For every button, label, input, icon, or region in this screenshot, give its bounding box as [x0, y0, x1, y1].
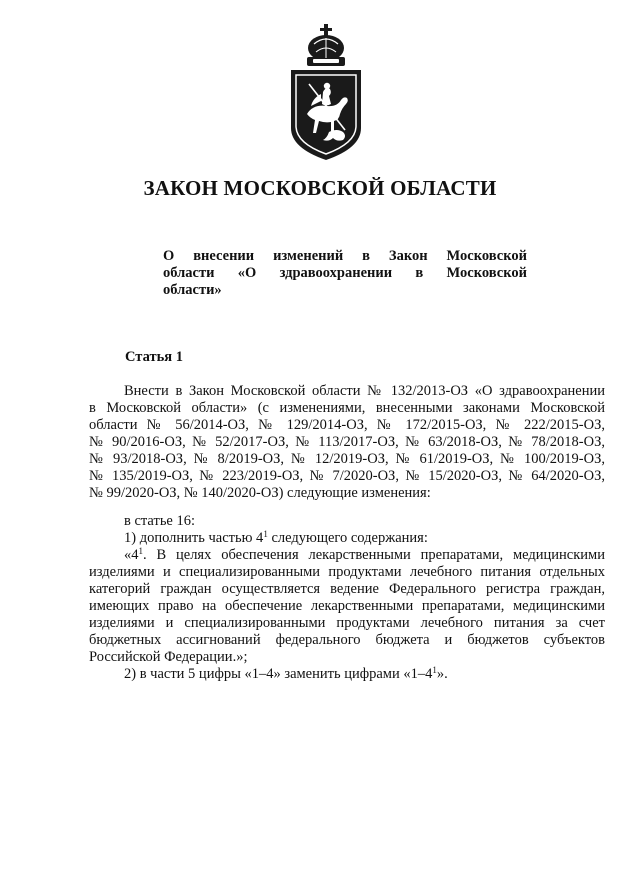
superscript: 1: [432, 665, 437, 675]
article-heading: Статья 1: [125, 349, 183, 365]
item-2: [89, 666, 605, 683]
item-2-text: 2) в части 5 цифры «1–4» заменить цифрами «1–4: [124, 666, 433, 682]
subject-line: области «О здравоохранении в Московской: [163, 265, 527, 281]
superscript: 1: [138, 546, 143, 556]
superscript: 1: [263, 529, 268, 539]
text-line: № 93/2018-ОЗ, № 8/2019-ОЗ, № 12/2019-ОЗ, № 61/2019-ОЗ, № 100/2019-ОЗ,: [89, 451, 605, 467]
text-line: № 135/2019-ОЗ, № 223/2019-ОЗ, № 7/2020-ОЗ, № 15/2020-ОЗ, № 64/2020-ОЗ,: [89, 468, 605, 484]
quote-line: бюджетных ассигнований федерального бюджета и бюджетов субъектов: [89, 632, 605, 648]
amendments-block: [89, 513, 605, 683]
text-line: Внести в Закон Московской области № 132/2013-ОЗ «О здравоохранении: [124, 383, 605, 399]
subject-line: области»: [163, 282, 222, 298]
quote-line: изделиями и специализированными продуктами лечебного питания за счет: [89, 615, 605, 631]
coat-of-arms-emblem: [285, 22, 367, 162]
text-line: № 90/2016-ОЗ, № 52/2017-ОЗ, № 113/2017-ОЗ, № 63/2018-ОЗ, № 78/2018-ОЗ,: [89, 434, 605, 450]
text-line: области № 56/2014-ОЗ, № 129/2014-ОЗ, № 172/2015-ОЗ, № 222/2015-ОЗ,: [89, 417, 605, 433]
quote-line: Российской Федерации.»;: [89, 649, 248, 665]
quote-open: «4: [124, 547, 139, 563]
item-1-text-end: следующего содержания:: [267, 530, 428, 546]
article-intro-paragraph: [89, 383, 605, 502]
quote-line: имеющих право на обеспечение лекарственными препаратами, медицинскими: [89, 598, 605, 614]
item-1: [89, 530, 605, 547]
quote-text: . В целях обеспечения лекарственными препаратами, медицинскими: [143, 547, 605, 563]
document-title: ЗАКОН МОСКОВСКОЙ ОБЛАСТИ: [143, 176, 497, 200]
quote-line: изделиями и специализированными продуктами лечебного питания отдельных: [89, 564, 605, 580]
quote-line: категорий граждан осуществляется ведение Федерального регистра граждан,: [89, 581, 605, 597]
subject-line: О внесении изменений в Закон Московской: [163, 248, 527, 264]
in-article-line: в статье 16:: [124, 513, 196, 529]
text-line: в Московской области» (с изменениями, внесенными законами Московской: [89, 400, 605, 416]
item-2-text-end: ».: [436, 666, 448, 682]
text-line: № 99/2020-ОЗ, № 140/2020-ОЗ) следующие изменения:: [89, 485, 431, 501]
law-subject: [163, 248, 527, 299]
quote-line-first: [89, 547, 605, 564]
item-1-text: 1) дополнить частью 4: [124, 530, 264, 546]
